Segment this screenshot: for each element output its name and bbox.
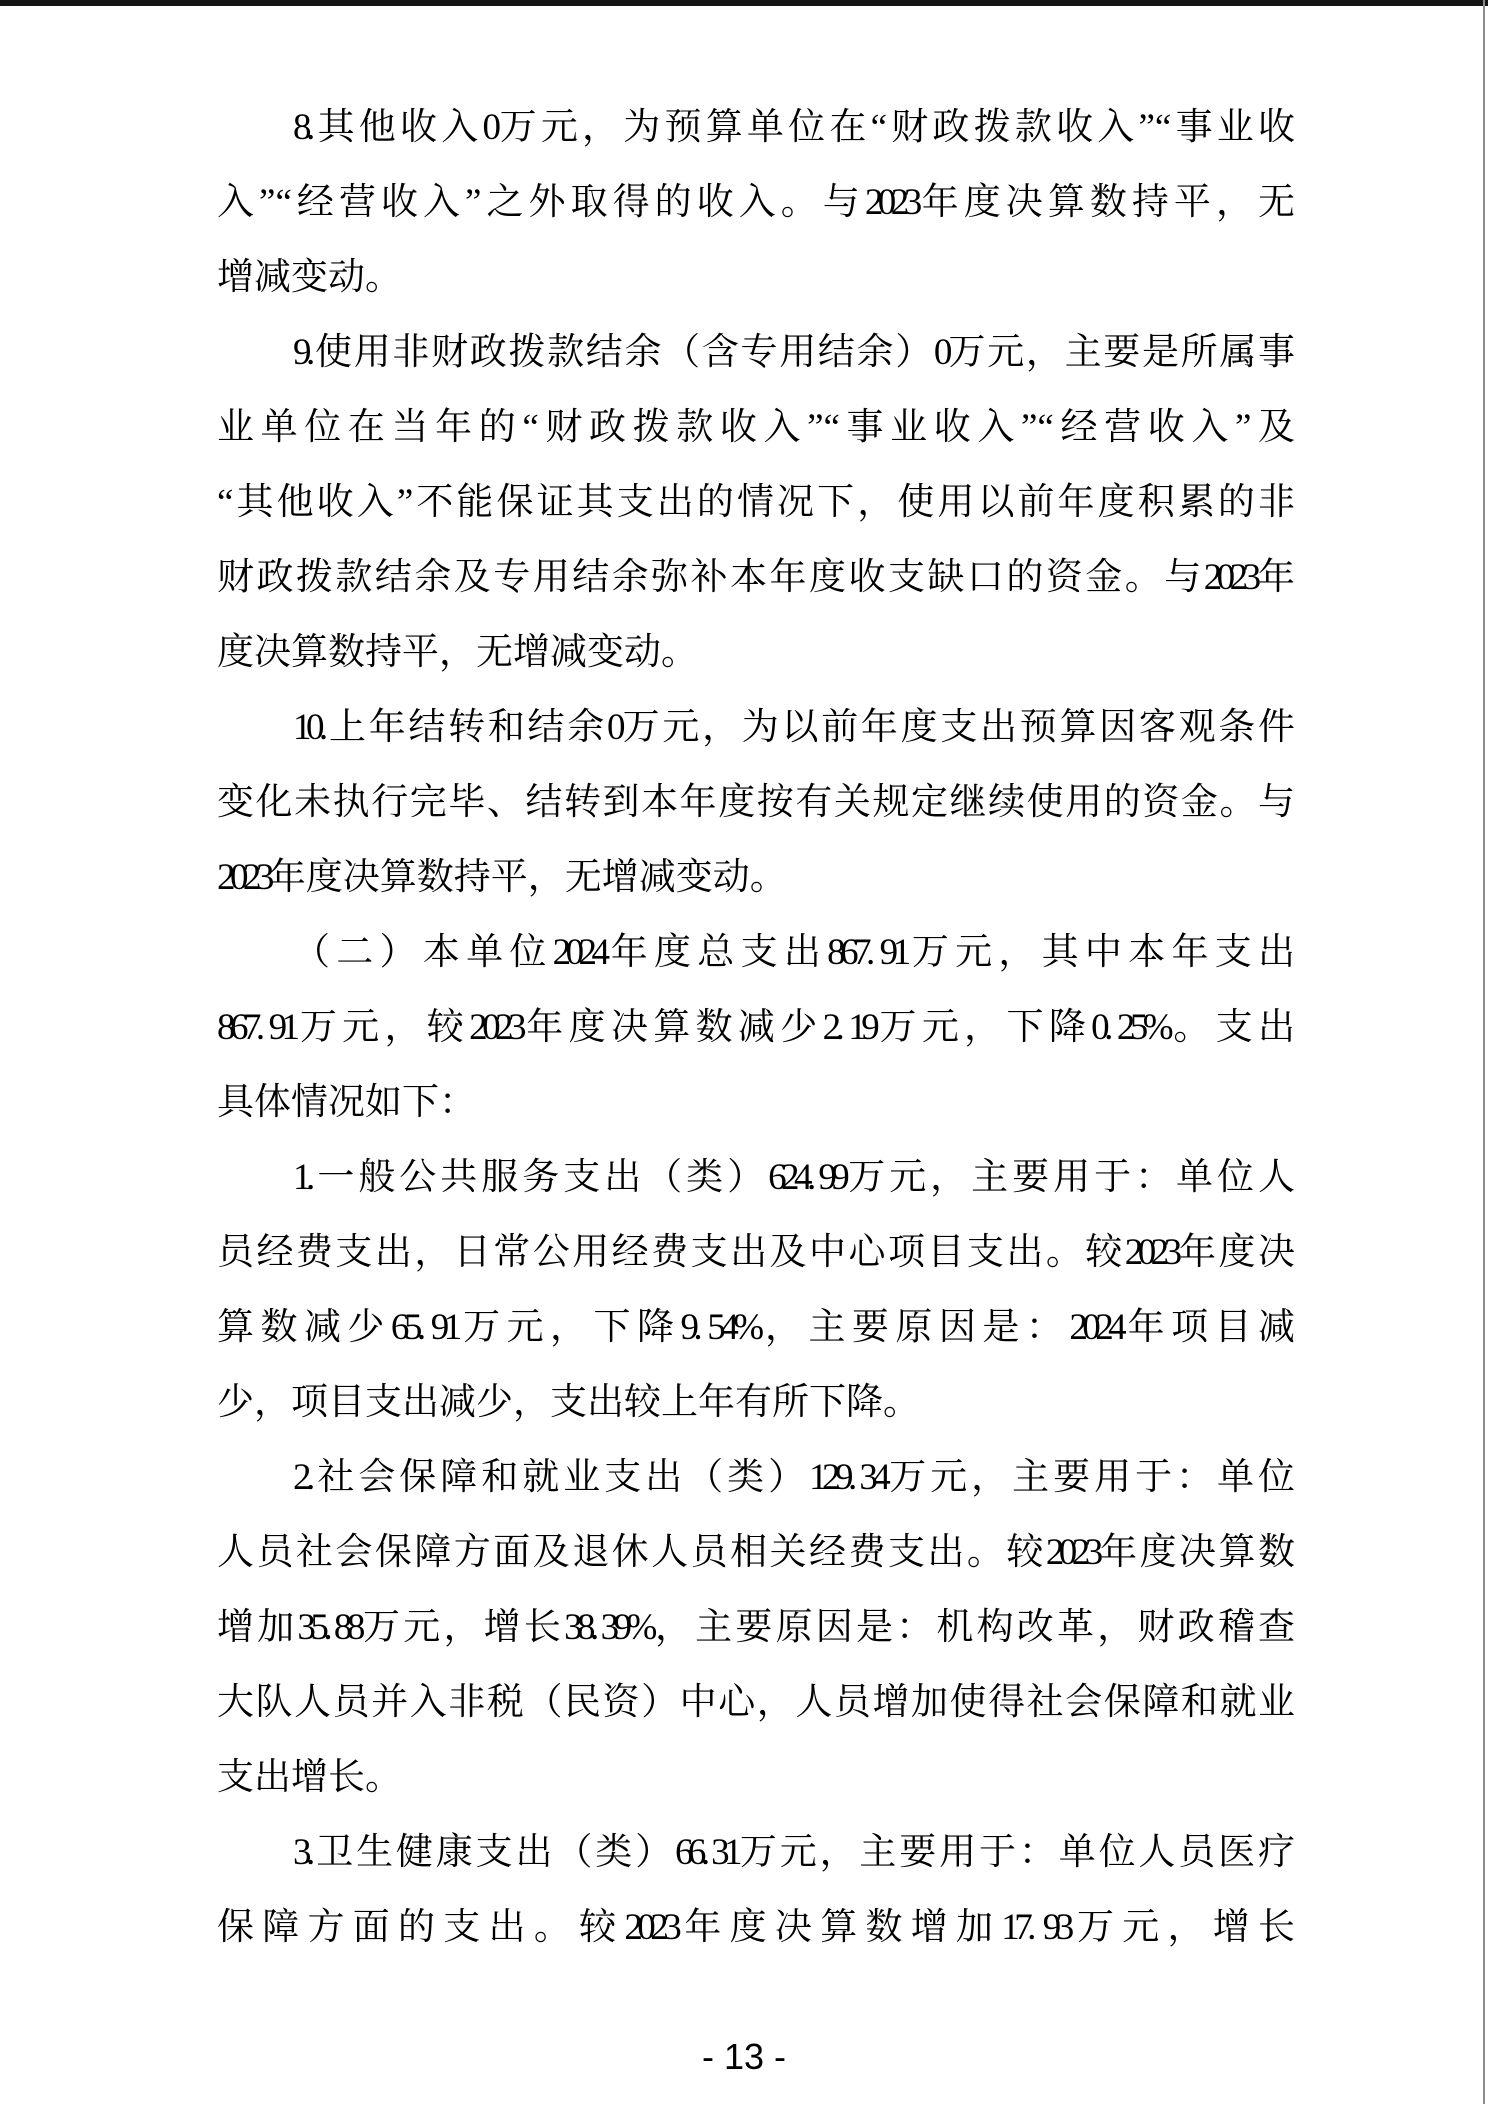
text-line: 具体情况如下： [217, 1082, 476, 1123]
text-line: 867. 91万元，较2023年度决算数减少2. 19万元，下降0. 25%。支出 [217, 1007, 1295, 1048]
text-line: 人员社会保障方面及退休人员相关经费支出。较2023年度决算数 [217, 1532, 1295, 1573]
numeric-run: 2024 [552, 932, 605, 973]
numeric-run: 0 [933, 332, 947, 373]
text-line: 3. 卫生健康支出（类）66. 31万元，主要用于：单位人员医疗 [293, 1832, 1295, 1873]
numeric-run: 0 [482, 107, 496, 148]
paragraph [217, 1140, 1295, 1440]
numeric-run: 2023 [217, 857, 269, 898]
numeric-run: 867. 91 [217, 1007, 295, 1048]
numeric-run: 8. [293, 107, 318, 148]
numeric-run: 2023 [1045, 1532, 1098, 1573]
paragraph [217, 1815, 1295, 1965]
text-line: （二）本单位2024年度总支出867. 91万元，其中本年支出 [293, 932, 1295, 973]
text-line: 2023年度决算数持平，无增减变动。 [217, 857, 787, 898]
numeric-run: 9. 54% [680, 1307, 759, 1348]
text-line: 8. 其他收入0万元，为预算单位在“财政拨款收入”“事业收 [293, 107, 1295, 148]
numeric-run: 2. 19 [822, 1007, 875, 1048]
text-line: 变化未执行完毕、结转到本年度按有关规定继续使用的资金。与 [217, 782, 1295, 823]
text-line: 入”“经营收入”之外取得的收入。与2023年度决算数持平，无 [217, 182, 1295, 223]
text-line: “其他收入”不能保证其支出的情况下，使用以前年度积累的非 [217, 482, 1295, 523]
text-line: 算数减少65. 91万元，下降9. 54%，主要原因是：2024年项目减 [217, 1307, 1295, 1348]
numeric-run: 3. [293, 1832, 317, 1873]
numeric-run: 2024 [1069, 1307, 1122, 1348]
text-line: 少，项目支出减少，支出较上年有所下降。 [217, 1382, 920, 1423]
numeric-run: 35. 88 [297, 1607, 360, 1648]
numeric-run: 129. 34 [809, 1457, 886, 1498]
numeric-run: 10. [293, 707, 330, 748]
text-line: 9. 使用非财政拨款结余（含专用结余）0万元，主要是所属事 [293, 332, 1295, 373]
scan-top-edge-bar [0, 0, 1488, 6]
numeric-run: 9. [293, 332, 316, 373]
numeric-run: 2023 [1124, 1232, 1177, 1273]
numeric-run: 66. 31 [674, 1832, 737, 1873]
text-line: 支出增长。 [217, 1757, 402, 1798]
text-line: 增加35. 88万元，增长38. 39%，主要原因是：机构改革，财政稽查 [217, 1607, 1295, 1648]
numeric-run: 38. 39% [564, 1607, 652, 1648]
text-line: 增减变动。 [217, 257, 402, 298]
text-line: 度决算数持平，无增减变动。 [217, 632, 698, 673]
text-line: 1. 一般公共服务支出（类）624. 99万元，主要用于：单位人 [293, 1157, 1295, 1198]
page-number: - 13 - [701, 2036, 787, 2077]
scan-right-edge-line [1483, 0, 1485, 2104]
paragraph [217, 315, 1295, 690]
text-line: 财政拨款结余及专用结余弥补本年度收支缺口的资金。与2023年 [217, 557, 1295, 598]
numeric-run: 867. 91 [827, 932, 906, 973]
paragraph [217, 915, 1295, 1140]
numeric-run: 2023 [624, 1907, 677, 1948]
paragraph [217, 690, 1295, 915]
text-line: 业单位在当年的“财政拨款收入”“事业收入”“经营收入”及 [217, 407, 1295, 448]
numeric-run: 2023 [469, 1007, 521, 1048]
numeric-run: 0. 25% [1091, 1007, 1169, 1048]
numeric-run: 2023 [864, 182, 917, 223]
text-line: 员经费支出，日常公用经费支出及中心项目支出。较2023年度决 [217, 1232, 1295, 1273]
numeric-run: 17. 93 [1001, 1907, 1069, 1948]
text-line: 2. 社会保障和就业支出（类）129. 34万元，主要用于：单位 [293, 1457, 1295, 1498]
numeric-run: 624. 99 [768, 1157, 845, 1198]
numeric-run: 0 [606, 707, 620, 748]
paragraph [217, 90, 1295, 315]
numeric-run: 1. [293, 1157, 318, 1198]
numeric-run: 2023 [1203, 557, 1256, 598]
paragraph [217, 1440, 1295, 1815]
document-body [217, 90, 1295, 1965]
text-line: 大队人员并入非税（民资）中心，人员增加使得社会保障和就业 [217, 1682, 1295, 1723]
numeric-run: 65. 91 [390, 1307, 457, 1348]
text-line: 保障方面的支出。较2023年度决算数增加17. 93万元，增长 [217, 1907, 1295, 1948]
numeric-run: 2. [293, 1457, 318, 1498]
text-line: 10. 上年结转和结余0万元，为以前年度支出预算因客观条件 [293, 707, 1295, 748]
